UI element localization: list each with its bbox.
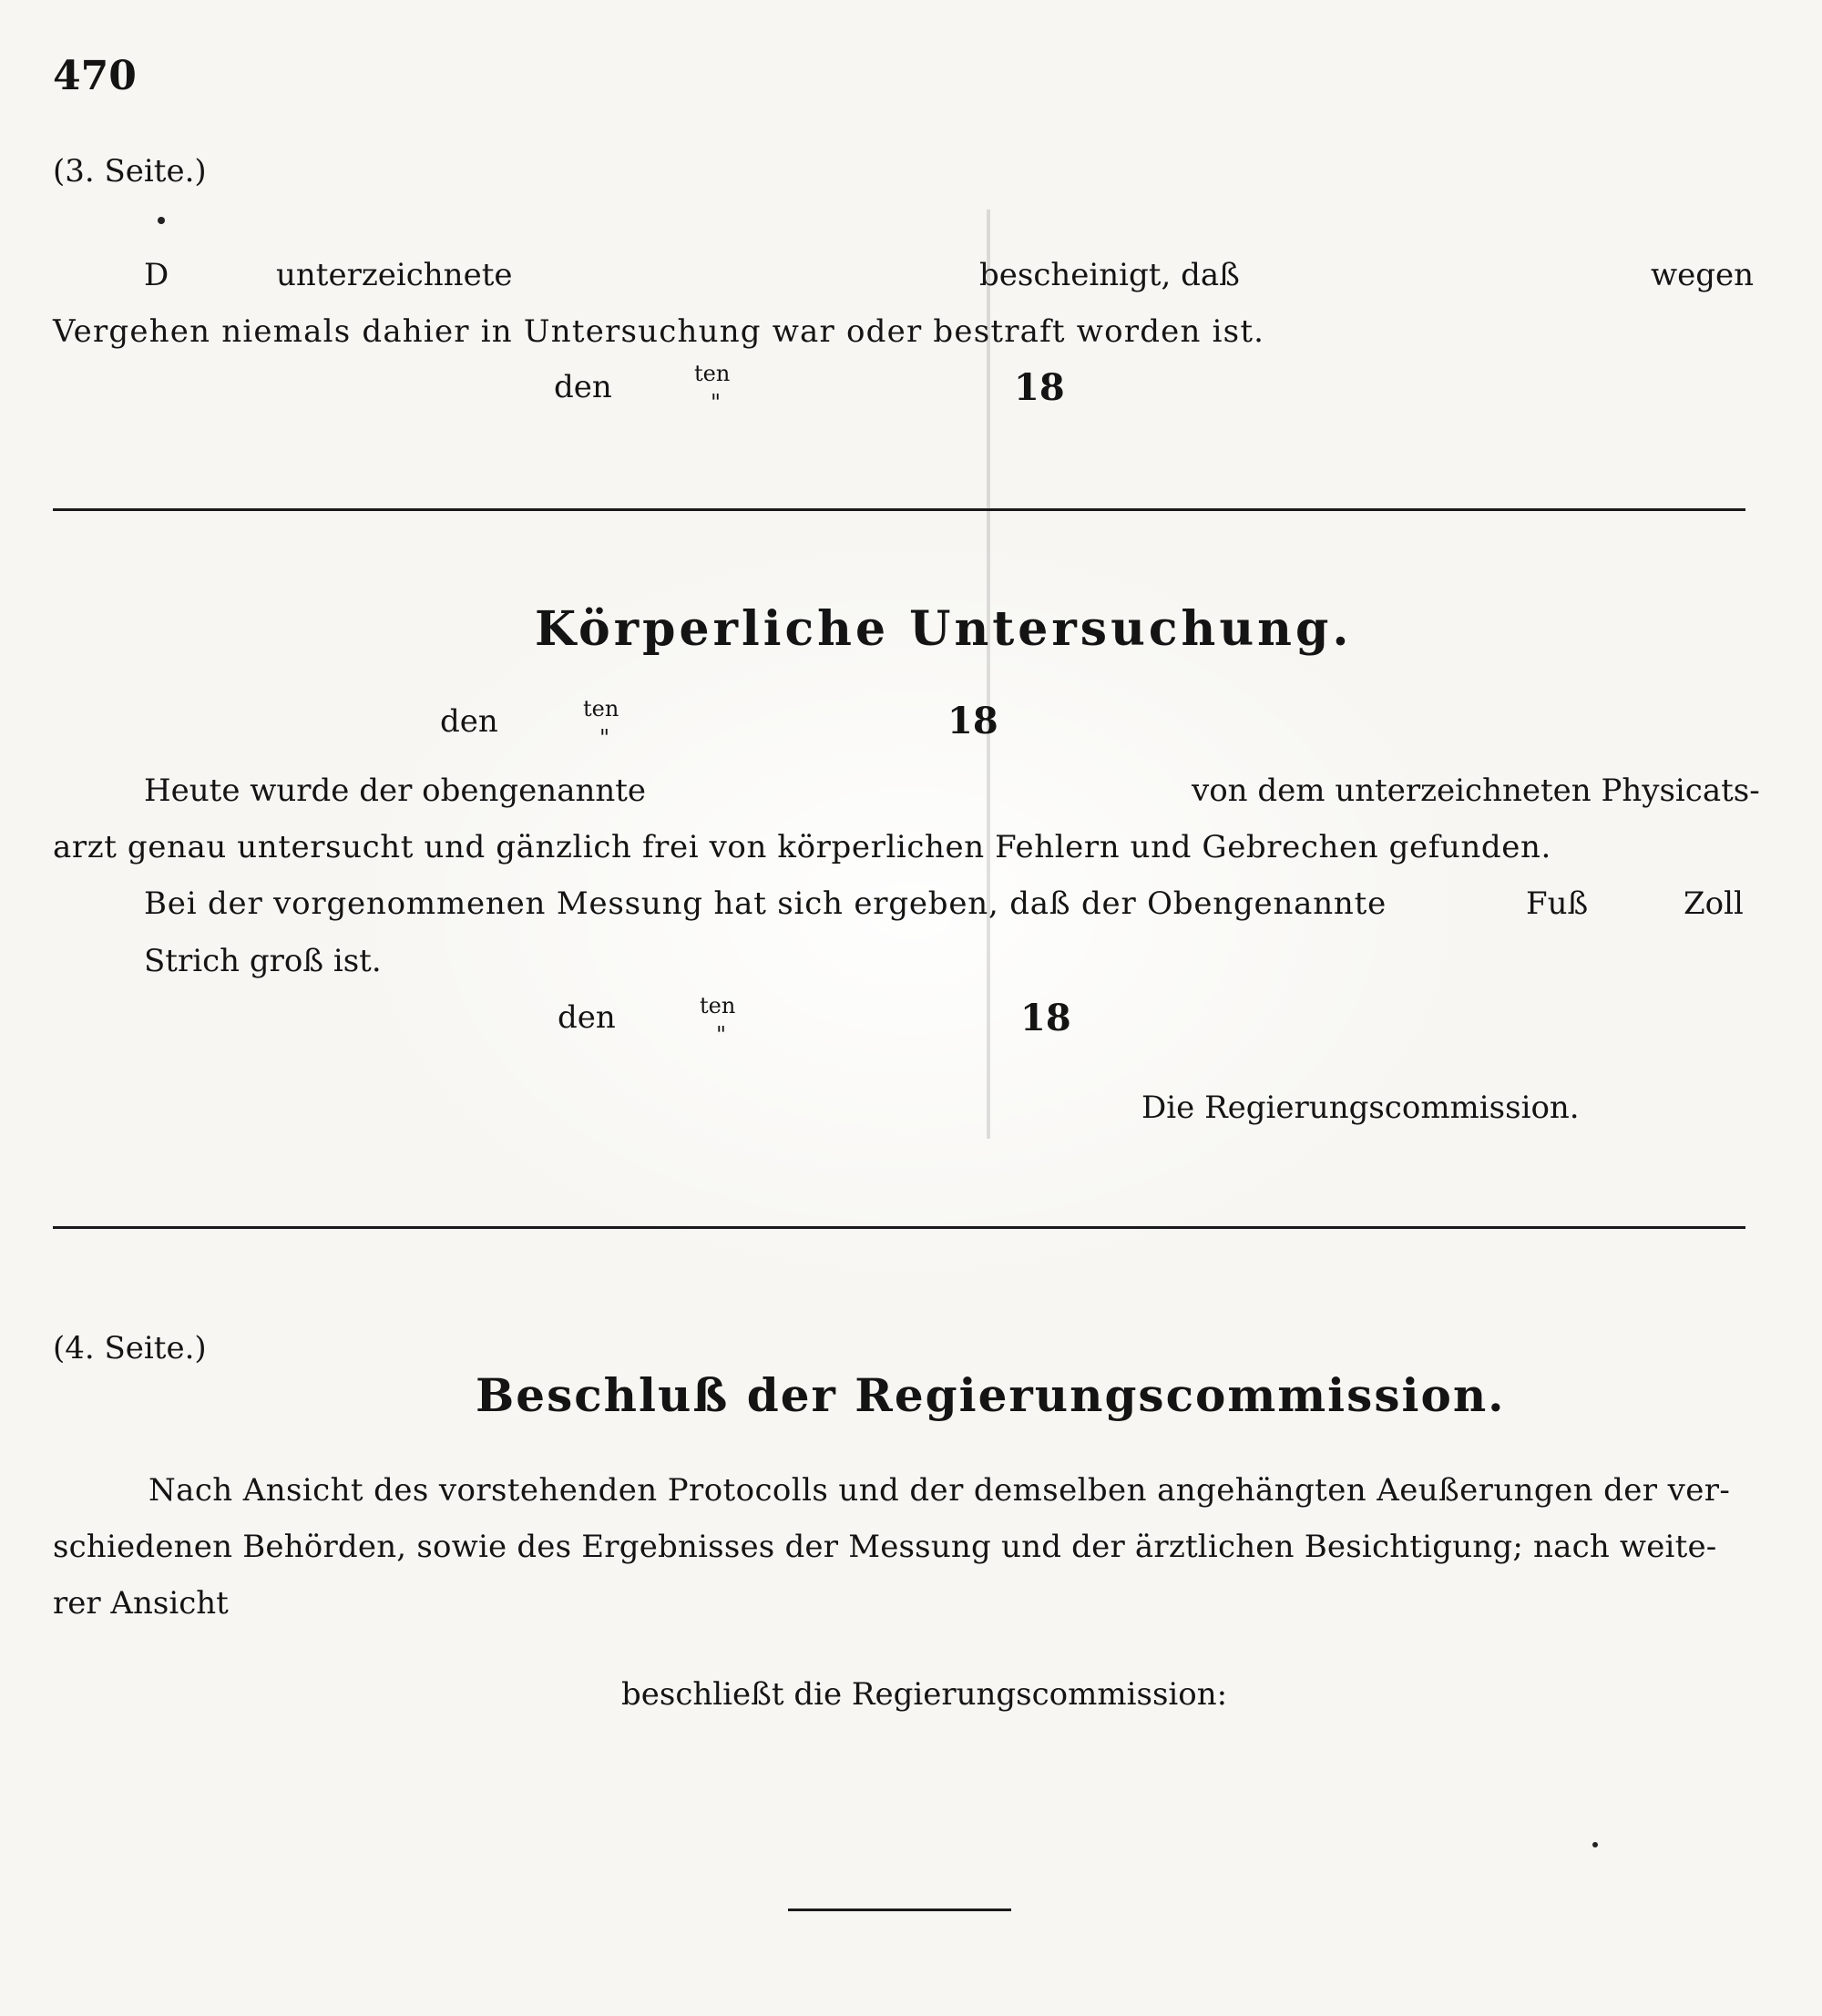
date-ten: ten [694, 361, 731, 386]
section-3-label: (3. Seite.) [53, 153, 207, 189]
closing-line: beschließt die Regierungscommission: [621, 1676, 1228, 1713]
salutation-letter: D [144, 257, 169, 293]
date-year: 18 [1014, 366, 1065, 409]
date-ten: ten [583, 696, 619, 721]
date-ten: ten [700, 993, 736, 1018]
text-wegen: wegen [1651, 257, 1755, 293]
paragraph-text: rer Ansicht [53, 1585, 229, 1622]
section-heading: Beschluß der Regierungscommission. [476, 1368, 1506, 1422]
text-unterzeichnete: unterzeichnete [276, 257, 513, 293]
text-bescheinigt: bescheinigt, daß [979, 257, 1240, 293]
text-fuss: Fuß [1526, 885, 1589, 922]
section-4-label: (4. Seite.) [53, 1330, 207, 1366]
date-ditto-mark: " [711, 390, 722, 415]
ink-dot [1592, 1842, 1598, 1847]
divider-rule [53, 508, 1745, 511]
paragraph-text: von dem unterzeichneten Physicats- [1192, 773, 1760, 809]
paragraph-text: Bei der vorgenommenen Messung hat sich ergeben, daß der Obengenannte [144, 885, 1387, 922]
text-zoll: Zoll [1684, 885, 1744, 922]
paragraph-text: Nach Ansicht des vorstehenden Protocolls und der demselben angehängten Aeußerungen der ver- [148, 1472, 1731, 1509]
paragraph-text: Heute wurde der obengenannte [144, 773, 647, 809]
certificate-text: Vergehen niemals dahier in Untersuchung war oder bestraft worden ist. [53, 313, 1265, 350]
date-den: den [440, 703, 498, 740]
date-den: den [558, 999, 616, 1036]
divider-rule [53, 1226, 1745, 1229]
section-heading: Körperliche Untersuchung. [535, 601, 1353, 657]
paragraph-text: arzt genau untersucht und gänzlich frei von körperlichen Fehlern und Gebrechen gefunden. [53, 829, 1551, 865]
end-rule [788, 1909, 1011, 1911]
page-number: 470 [53, 53, 137, 99]
paragraph-text: schiedenen Behörden, sowie des Ergebnisses der Messung und der ärztlichen Besichtigung; nach weite- [53, 1529, 1717, 1565]
paragraph-text: Strich groß ist. [144, 943, 382, 979]
signature-line: Die Regierungscommission. [1141, 1090, 1580, 1126]
date-ditto-mark: " [599, 725, 610, 751]
ink-dot [158, 217, 165, 224]
date-ditto-mark: " [716, 1022, 727, 1048]
date-year: 18 [1020, 997, 1071, 1039]
date-den: den [554, 369, 612, 405]
date-year: 18 [947, 700, 998, 742]
